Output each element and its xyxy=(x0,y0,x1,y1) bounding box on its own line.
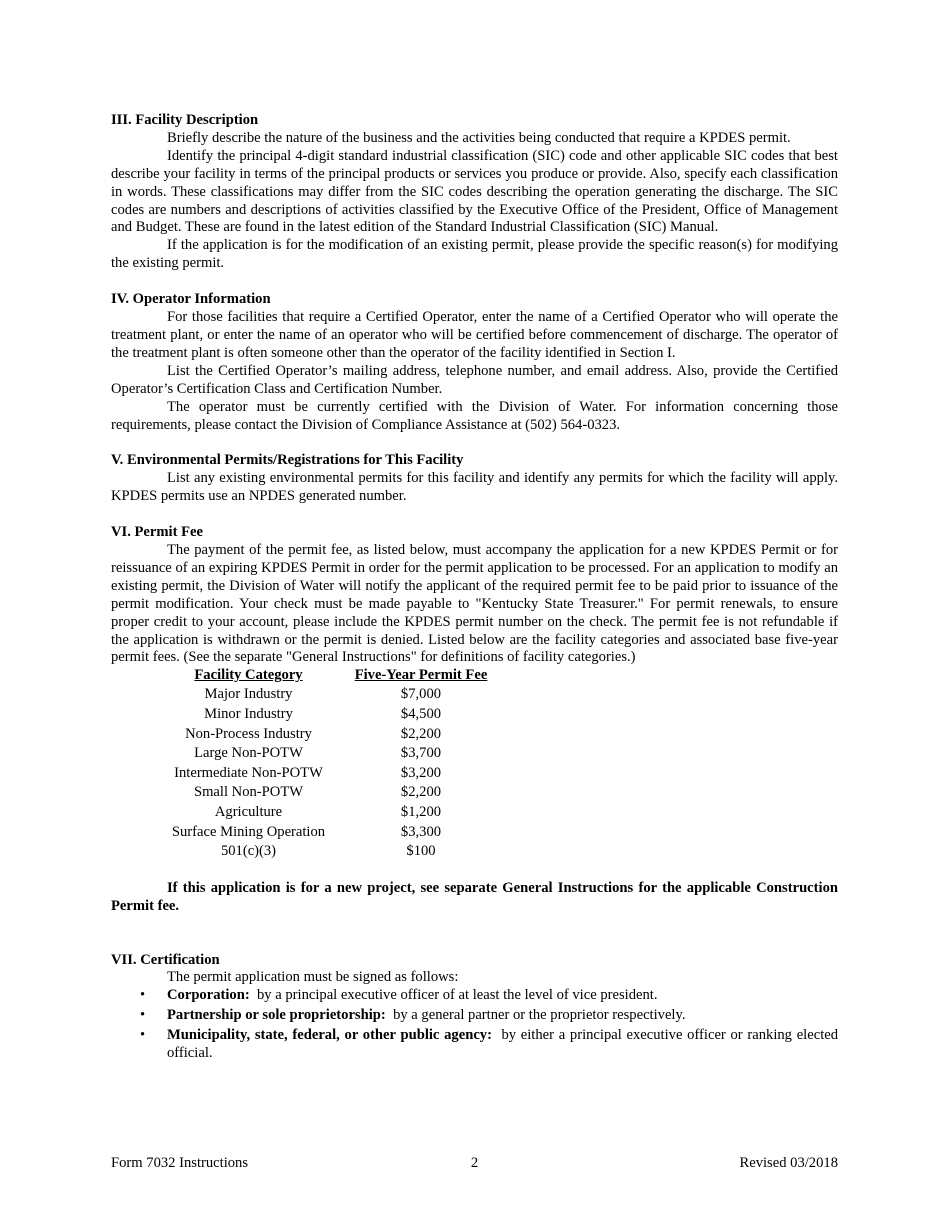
section-certification xyxy=(111,952,838,1063)
list-item-label: Partnership or sole proprietorship: xyxy=(167,1007,386,1024)
list-item-text: by a general partner or the proprietor respectively. xyxy=(393,1007,686,1024)
permit-fee-cell: $100 xyxy=(406,843,436,860)
page-content xyxy=(111,112,838,1065)
table-row xyxy=(167,783,512,803)
list-item xyxy=(111,1027,838,1063)
section-heading: IV. Operator Information xyxy=(111,291,271,308)
column-header-facility-category: Facility Category xyxy=(194,667,303,684)
list-item xyxy=(111,987,838,1005)
paragraph: List the Certified Operator’s mailing address, telephone number, and email address. Also, provide the Certified Operator’s Certification Class and Certification Number. xyxy=(111,362,838,397)
permit-fee-cell: $3,300 xyxy=(400,823,442,840)
list-item-text: by either a principal executive officer or ranking elected official. xyxy=(167,1027,839,1062)
paragraph: For those facilities that require a Certified Operator, enter the name of a Certified Operator who will operate the treatment plant, or enter the name of an operator who will be certified before commencement of discharge. The operator of the treatment plant is often someone other than the operator of the facility identified in Section I. xyxy=(111,309,838,361)
bullet-icon: • xyxy=(140,1027,146,1044)
facility-category-cell: 501(c)(3) xyxy=(220,843,277,860)
signatory-list xyxy=(111,987,838,1063)
section-heading: V. Environmental Permits/Registrations for This Facility xyxy=(111,452,464,469)
permit-fee-cell: $2,200 xyxy=(400,725,442,742)
facility-category-cell: Major Industry xyxy=(204,686,293,703)
facility-category-cell: Small Non-POTW xyxy=(193,784,304,801)
footer-page-number: 2 xyxy=(470,1155,479,1171)
construction-permit-note: If this application is for a new project, see separate General Instructions for the applicable Construction Permit fee. xyxy=(111,879,838,914)
footer-revision-date: Revised 03/2018 xyxy=(739,1155,838,1171)
paragraph: The permit application must be signed as follows: xyxy=(167,969,459,986)
list-item-label: Corporation: xyxy=(167,987,250,1004)
table-row xyxy=(167,842,512,862)
section-environmental-permits xyxy=(111,452,838,506)
table-header-row xyxy=(167,667,512,685)
list-item-text: by a principal executive officer of at least the level of vice president. xyxy=(257,987,658,1004)
permit-fee-cell: $3,200 xyxy=(400,764,442,781)
facility-category-cell: Agriculture xyxy=(214,803,283,820)
list-item xyxy=(111,1007,838,1025)
table-row xyxy=(167,725,512,745)
page-footer xyxy=(111,1155,838,1173)
paragraph: Identify the principal 4-digit standard industrial classification (SIC) code and other applicable SIC codes that best describe your facility in terms of the principal products or services you produce or provide. Also, specify each classification in words. These classifications may differ from the SIC codes describing the operation generating the discharge. The SIC codes are numbers and descriptions of activities classified by the Executive Office of the President, Office of Management and Budget. These are found in the latest edition of the Standard Industrial Classification (SIC) Manual. xyxy=(111,147,838,236)
section-facility-description xyxy=(111,112,838,273)
section-heading: III. Facility Description xyxy=(111,112,259,128)
permit-fee-cell: $2,200 xyxy=(400,784,442,801)
facility-category-cell: Non-Process Industry xyxy=(185,725,312,742)
section-permit-fee xyxy=(111,524,838,915)
paragraph: The payment of the permit fee, as listed below, must accompany the application for a new KPDES Permit or for reissuance of an expiring KPDES Permit in order for the permit application to be processed. For an application to modify an existing permit, the Division of Water will notify the applicant of the required permit fee to be paid prior to issuance of the permit modification. Your check must be made payable to "Kentucky State Treasurer." For permit renewals, to ensure proper credit to your account, please include the KPDES permit number on the check. The permit fee is not refundable if the application is withdrawn or the permit is denied. Listed below are the facility categories and associated base five-year permit fees. (See the separate "General Instructions" for definitions of facility categories.) xyxy=(111,542,838,666)
permit-fee-cell: $1,200 xyxy=(400,803,442,820)
table-row xyxy=(167,685,512,705)
facility-category-cell: Surface Mining Operation xyxy=(171,823,326,840)
facility-category-cell: Large Non-POTW xyxy=(194,745,303,762)
paragraph: If the application is for the modification of an existing permit, please provide the specific reason(s) for modifying the existing permit. xyxy=(111,237,838,272)
list-item-label: Municipality, state, federal, or other public agency: xyxy=(167,1027,492,1044)
section-heading: VI. Permit Fee xyxy=(111,524,203,541)
facility-category-cell: Minor Industry xyxy=(204,705,293,722)
paragraph: List any existing environmental permits for this facility and identify any permits for which the facility will apply. KPDES permits use an NPDES generated number. xyxy=(111,470,838,505)
footer-form-name: Form 7032 Instructions xyxy=(111,1155,249,1171)
facility-category-cell: Intermediate Non-POTW xyxy=(174,764,323,781)
table-row xyxy=(167,803,512,823)
column-header-permit-fee: Five-Year Permit Fee xyxy=(354,667,488,684)
paragraph: The operator must be currently certified with the Division of Water. For information concerning those requirements, please contact the Division of Compliance Assistance at (502) 564-0323. xyxy=(111,398,838,433)
bullet-icon: • xyxy=(140,987,146,1004)
bullet-icon: • xyxy=(140,1007,146,1024)
table-row xyxy=(167,823,512,843)
table-row xyxy=(167,744,512,764)
section-heading: VII. Certification xyxy=(111,951,220,968)
permit-fee-cell: $4,500 xyxy=(400,705,442,722)
table-row xyxy=(167,764,512,784)
permit-fee-cell: $3,700 xyxy=(400,745,442,762)
paragraph: Briefly describe the nature of the business and the activities being conducted that require a KPDES permit. xyxy=(167,129,791,146)
permit-fee-cell: $7,000 xyxy=(400,686,442,703)
section-operator-information xyxy=(111,291,838,434)
table-row xyxy=(167,705,512,725)
permit-fee-table xyxy=(167,667,512,861)
